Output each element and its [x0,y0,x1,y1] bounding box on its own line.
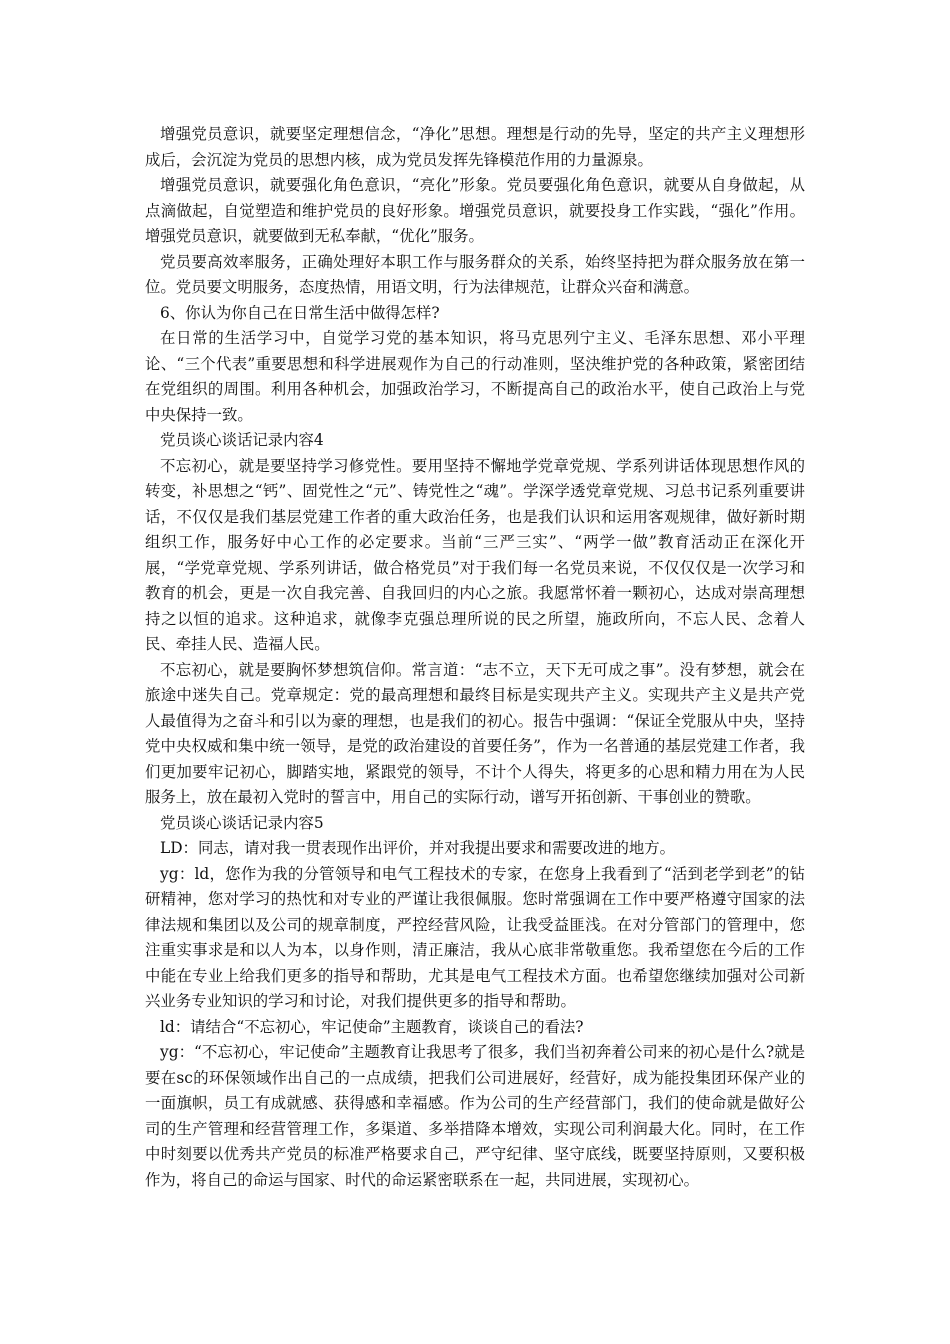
dialogue-line: ld：请结合“不忘初心，牢记使命”主题教育，谈谈自己的看法? [160,1017,584,1036]
dialogue-line: yg：ld，您作为我的分管领导和电气工程技术的专家，在您身上我看到了“活到老学到老”的钻研精神，您对学习的热忱和对专业的严谨让我很佩服。您时常强调在工作中要严格遵守国家的法律法规和集团以及公司的规章制度，严控经营风险，让我受益匪浅。在对分管部门的管理中，您注重实事求是和以人为本，以身作则，清正廉洁，我从心底非常敬重您。我希望您在今后的工作中能在专业上给我们更多的指导和帮助，尤其是电气工程技术方面。也希望您继续加强对公司新兴业务专业知识的学习和讨论，对我们提供更多的指导和帮助。 [145,864,805,1010]
dialogue-line: LD：同志，请对我一贯表现作出评价，并对我提出要求和需要改进的地方。 [160,839,676,857]
paragraph: 党员要高效率服务，正确处理好本职工作与服务群众的关系，始终坚持把为群众服务放在第一位。党员要文明服务，态度热情，用语文明，行为法律规范，让群众兴奋和满意。 [145,252,805,296]
document-body [145,122,805,1193]
paragraph: 不忘初心，就是要胸怀梦想筑信仰。常言道：“志不立，天下无可成之事”。没有梦想，就会在旅途中迷失自己。党章规定：党的最高理想和最终目标是实现共产主义。实现共产主义是共产党人最值得为之奋斗和引以为豪的理想，也是我们的初心。报告中强调：“保证全党服从中央，坚持党中央权威和集中统一领导，是党的政治建设的首要任务”，作为一名普通的基层党建工作者，我们更加要牢记初心，脚踏实地，紧跟党的领导，不计个人得失，将更多的心思和精力用在为人民服务上，放在最初入党时的誓言中，用自己的实际行动，谱写开拓创新、干事创业的赞歌。 [145,660,805,806]
paragraph: 增强党员意识，就要坚定理想信念，“净化”思想。理想是行动的先导，坚定的共产主义理想形成后，会沉淀为党员的思想内核，成为党员发挥先锋模范作用的力量源泉。 [145,125,805,169]
dialogue-line: yg：“不忘初心，牢记使命”主题教育让我思考了很多，我们当初奔着公司来的初心是什么?就是要在sc的环保领域作出自己的一点成绩，把我们公司进展好，经营好，成为能投集团环保产业的一面旗帜，员工有成就感、获得感和幸福感。作为公司的生产经营部门，我们的使命就是做好公司的生产管理和经营管理工作，多渠道、多举措降本增效，实现公司利润最大化。同时，在工作中时刻要以优秀共产党员的标准严格要求自己，严守纪律、坚守底线，既要坚持原则，又要积极作为，将自己的命运与国家、时代的命运紧密联系在一起，共同进展，实现初心。 [145,1043,805,1189]
section-heading: 党员谈心谈话记录内容4 [160,431,324,449]
paragraph: 增强党员意识，就要强化角色意识，“亮化”形象。党员要强化角色意识，就要从自身做起，从点滴做起，自觉塑造和维护党员的良好形象。增强党员意识，就要投身工作实践，“强化”作用。增强党员意识，就要做到无私奉献，“优化”服务。 [145,176,805,245]
question-line: 6、你认为你自己在日常生活中做得怎样? [160,303,440,322]
paragraph: 不忘初心，就是要坚持学习修党性。要用坚持不懈地学党章党规、学系列讲话体现思想作风的转变，补思想之“钙”、固党性之“元”、铸党性之“魂”。学深学透党章党规、习总书记系列重要讲话，不仅仅是我们基层党建工作者的重大政治任务，也是我们认识和运用客观规律，做好新时期组织工作，服务好中心工作的必定要求。当前“三严三实”、“两学一做”教育活动正在深化开展，“学党章党规、学系列讲话，做合格党员”对于我们每一名党员来说，不仅仅仅是一次学习和教育的机会，更是一次自我完善、自我回归的内心之旅。我愿常怀着一颗初心，达成对崇高理想持之以恒的追求。这种追求，就像李克强总理所说的民之所望，施政所向，不忘人民、念着人民、牵挂人民、造福人民。 [145,456,805,653]
section-heading: 党员谈心谈话记录内容5 [160,813,324,832]
paragraph: 在日常的生活学习中，自觉学习党的基本知识，将马克思列宁主义、毛泽东思想、邓小平理论、“三个代表”重要思想和科学进展观作为自己的行动准则，坚決维护党的各种政策，紧密团结在党组织的周围。利用各种机会，加强政治学习，不断提高自己的政治水平，使自己政治上与党中央保持一致。 [145,329,805,424]
